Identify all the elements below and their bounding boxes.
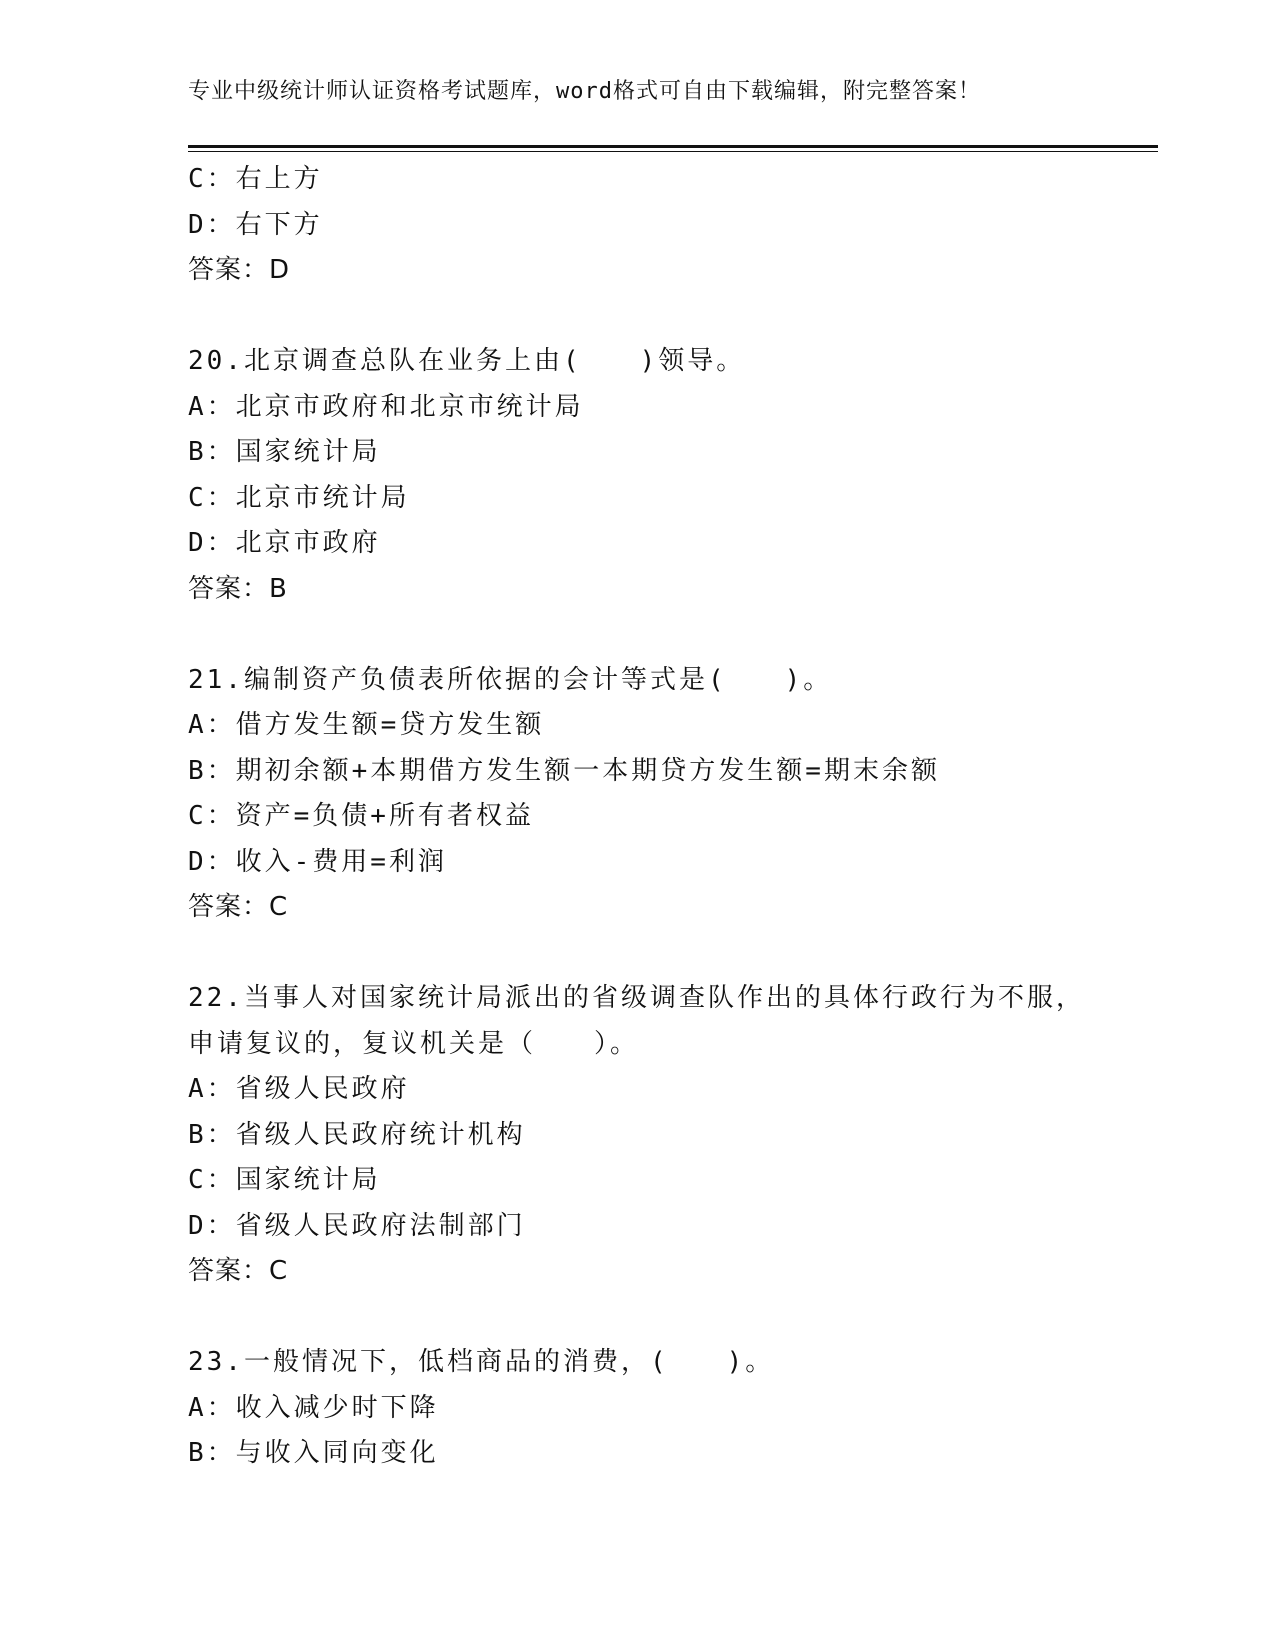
question-stem: 23.一般情况下，低档商品的消费，( )。 (188, 1347, 775, 1377)
question-line: D：收入-费用=利润 (188, 846, 447, 877)
question-line: A：收入减少时下降 (188, 1392, 439, 1423)
answer-line: 答案：C (188, 1256, 289, 1286)
answer-line: 答案：D (188, 255, 291, 285)
question-content (188, 157, 1188, 1477)
header-rule-thick (188, 145, 1158, 148)
question-line: A：借方发生额=贷方发生额 (188, 710, 545, 740)
question-block (188, 1340, 1188, 1477)
answer-line: 答案：B (188, 573, 288, 604)
question-line: C：右上方 (188, 164, 323, 194)
question-line: C：资产=负债+所有者权益 (188, 801, 534, 831)
header-rule-thin (188, 151, 1158, 152)
question-stem: 20.北京调查总队在业务上由( )领导。 (188, 346, 746, 376)
question-block (188, 157, 1188, 294)
question-stem: 22.当事人对国家统计局派出的省级调查队作出的具体行政行为不服， (188, 983, 1085, 1013)
question-line: C：北京市统计局 (188, 482, 410, 513)
page-header: 专业中级统计师认证资格考试题库，word格式可自由下载编辑，附完整答案！ (188, 79, 981, 104)
block-spacer (188, 612, 1188, 658)
question-line: B：省级人民政府统计机构 (188, 1119, 526, 1150)
block-spacer (188, 294, 1188, 340)
question-line: D：右下方 (188, 209, 323, 240)
question-block (188, 339, 1188, 612)
question-line: D：北京市政府 (188, 528, 381, 558)
question-line: A：北京市政府和北京市统计局 (188, 391, 584, 422)
question-block (188, 976, 1188, 1295)
question-stem: 21.编制资产负债表所依据的会计等式是( )。 (188, 664, 833, 695)
block-spacer (188, 931, 1188, 977)
answer-line: 答案：C (188, 892, 289, 922)
question-block (188, 658, 1188, 931)
question-line: 申请复议的，复议机关是（ ）。 (188, 1028, 640, 1059)
question-line: A：省级人民政府 (188, 1074, 410, 1104)
question-line: B：与收入同向变化 (188, 1438, 439, 1468)
question-line: B：国家统计局 (188, 437, 381, 467)
question-line: C：国家统计局 (188, 1165, 381, 1195)
question-line: D：省级人民政府法制部门 (188, 1210, 526, 1241)
question-line: B：期初余额+本期借方发生额一本期贷方发生额=期末余额 (188, 755, 940, 786)
block-spacer (188, 1295, 1188, 1341)
